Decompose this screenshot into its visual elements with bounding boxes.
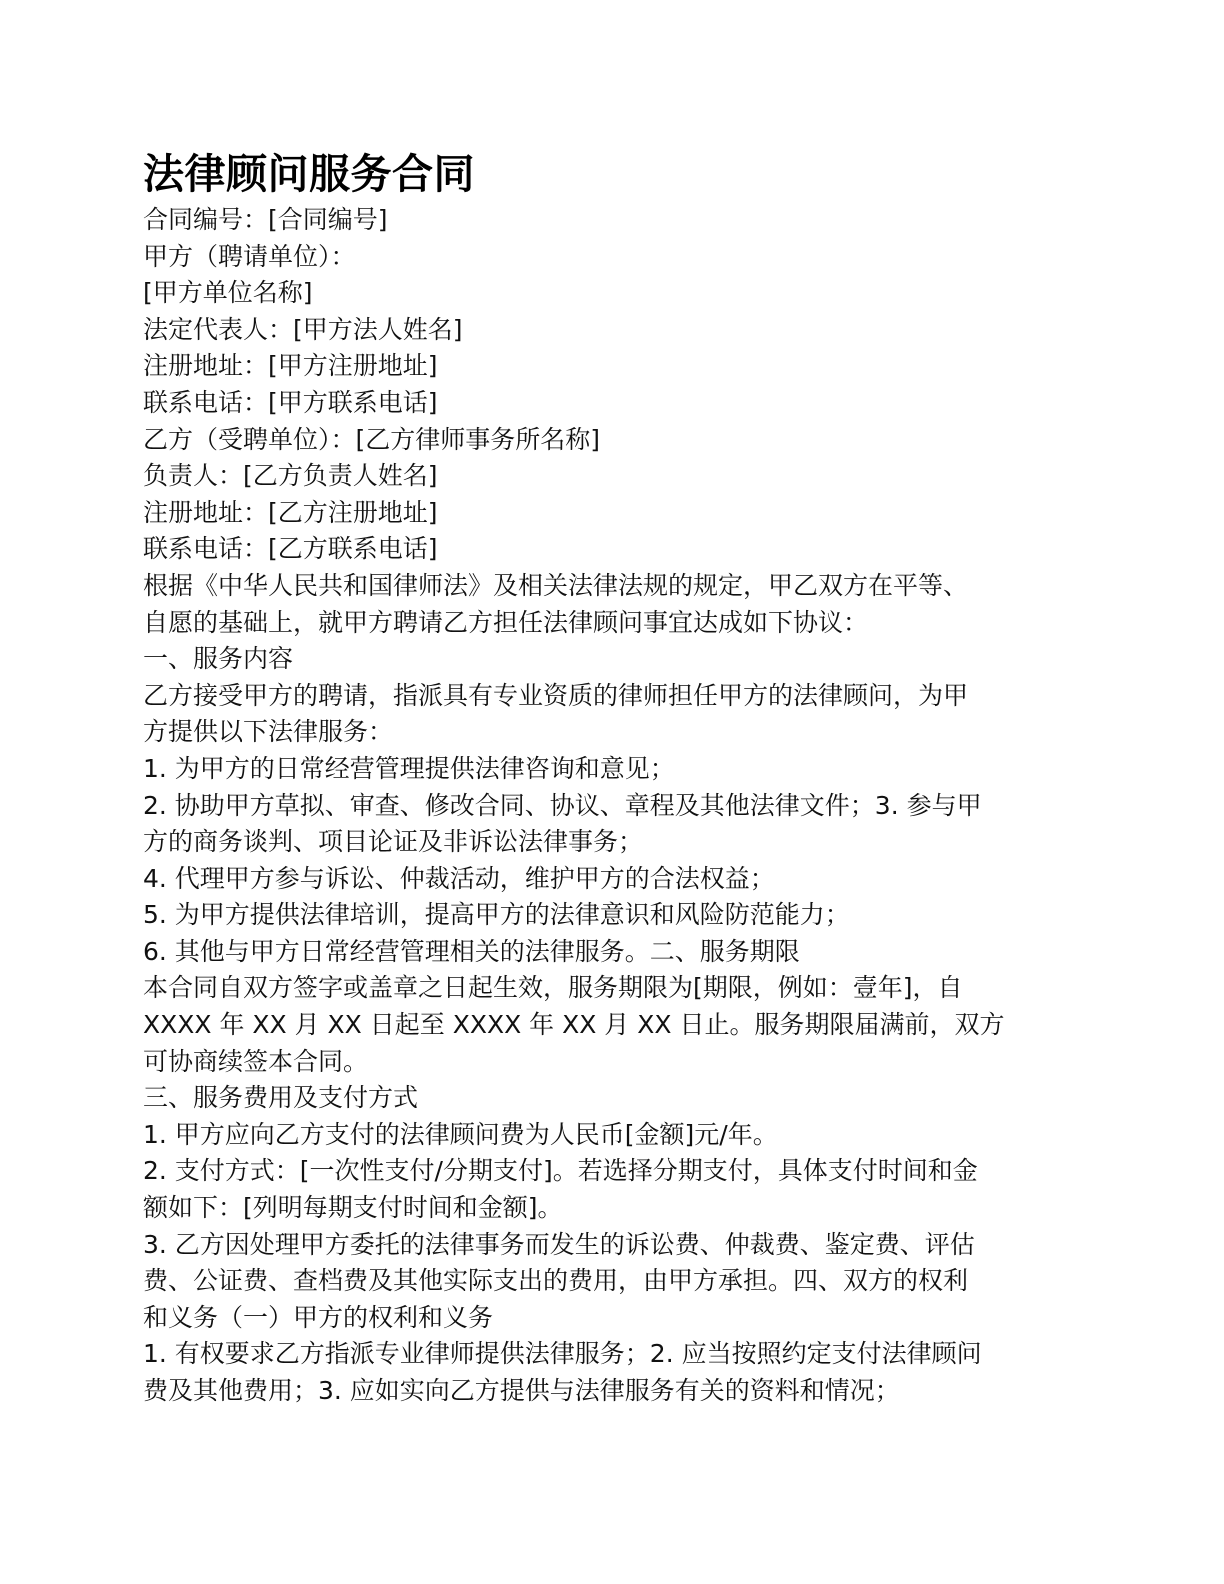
document-line: 1. 甲方应向乙方支付的法律顾问费为人民币[金额]元/年。: [143, 1119, 778, 1149]
document-line: 可协商续签本合同。: [143, 1046, 369, 1076]
document-line: 甲方（聘请单位）：: [143, 241, 356, 271]
document-line: 6. 其他与甲方日常经营管理相关的法律服务。二、服务期限: [143, 936, 800, 966]
document-line: 注册地址：[甲方注册地址]: [143, 351, 438, 381]
document-line: 乙方接受甲方的聘请，指派具有专业资质的律师担任甲方的法律顾问，为甲: [143, 680, 969, 710]
document-line: 方提供以下法律服务：: [143, 717, 394, 747]
document-line: 2. 协助甲方草拟、审查、修改合同、协议、章程及其他法律文件；3. 参与甲: [143, 790, 982, 820]
document-page: [143, 148, 1083, 1410]
document-body: [143, 202, 1083, 1410]
document-line: 和义务（一）甲方的权利和义务: [143, 1302, 494, 1332]
document-line: 负责人：[乙方负责人姓名]: [143, 461, 438, 491]
document-line: 注册地址：[乙方注册地址]: [143, 497, 438, 527]
document-line: XXXX 年 XX 月 XX 日起至 XXXX 年 XX 月 XX 日止。服务期限届满前，双方: [143, 1010, 1005, 1040]
document-line: 额如下：[列明每期支付时间和金额]。: [143, 1193, 563, 1223]
document-line: 方的商务谈判、项目论证及非诉讼法律事务；: [143, 827, 644, 857]
section-heading: 三、服务费用及支付方式: [143, 1083, 419, 1113]
document-line: 1. 为甲方的日常经营管理提供法律咨询和意见；: [143, 753, 675, 783]
document-line: 2. 支付方式：[一次性支付/分期支付]。若选择分期支付，具体支付时间和金: [143, 1156, 978, 1186]
document-line: 自愿的基础上，就甲方聘请乙方担任法律顾问事宜达成如下协议：: [143, 607, 869, 637]
document-line: 法定代表人：[甲方法人姓名]: [143, 314, 463, 344]
document-line: 3. 乙方因处理甲方委托的法律事务而发生的诉讼费、仲裁费、鉴定费、评估: [143, 1229, 975, 1259]
document-line: [甲方单位名称]: [143, 278, 313, 308]
section-heading: 一、服务内容: [143, 644, 294, 674]
document-line: 根据《中华人民共和国律师法》及相关法律法规的规定，甲乙双方在平等、: [143, 570, 969, 600]
document-line: 费及其他费用；3. 应如实向乙方提供与法律服务有关的资料和情况；: [143, 1376, 900, 1405]
document-line: 乙方（受聘单位）：[乙方律师事务所名称]: [143, 424, 601, 454]
document-line: 本合同自双方签字或盖章之日起生效，服务期限为[期限，例如：壹年]，自: [143, 973, 963, 1003]
document-line: 费、公证费、查档费及其他实际支出的费用，由甲方承担。四、双方的权利: [143, 1266, 969, 1296]
document-line: 合同编号：[合同编号]: [143, 205, 388, 234]
document-line: 联系电话：[乙方联系电话]: [143, 534, 438, 564]
document-title: 法律顾问服务合同: [143, 150, 475, 198]
document-line: 5. 为甲方提供法律培训，提高甲方的法律意识和风险防范能力；: [143, 900, 850, 930]
document-line: 联系电话：[甲方联系电话]: [143, 387, 438, 417]
document-line: 4. 代理甲方参与诉讼、仲裁活动，维护甲方的合法权益；: [143, 863, 775, 893]
document-line: 1. 有权要求乙方指派专业律师提供法律服务；2. 应当按照约定支付法律顾问: [143, 1339, 982, 1369]
